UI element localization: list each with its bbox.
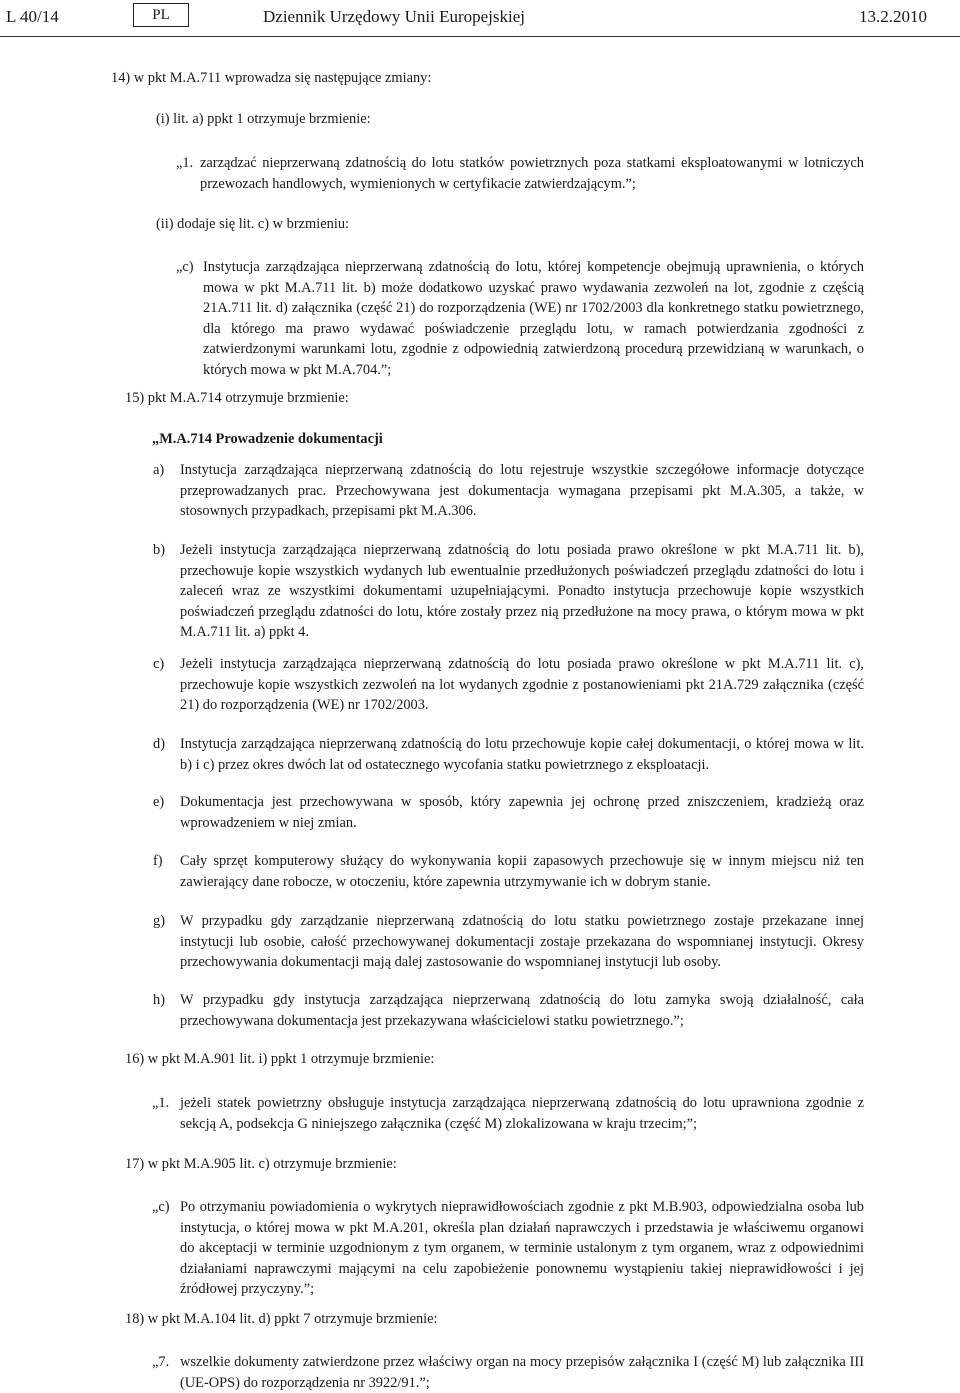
point-g-label: g) [153, 913, 165, 929]
publication-date: 13.2.2010 [859, 7, 927, 26]
header-rule [0, 36, 960, 37]
item-14-ii-label: „c) [176, 259, 194, 275]
point-f-text: Cały sprzęt komputerowy służący do wykonywania kopii zapasowych przechowuje się w innym miejscu niż ten zawierający dane robocze, w otoczeniu, które zapewnia utrzymywanie ich w dobrym stanie. [180, 853, 864, 890]
point-c-label: c) [153, 656, 165, 672]
item-15: 15) pkt M.A.714 otrzymuje brzmienie: [125, 390, 349, 406]
point-d-text: Instytucja zarządzająca nieprzerwaną zdatnością do lotu przechowuje kopie całej dokumentacji, o której mowa w lit. b) i c) przez okres dwóch lat od ostatecznego wycofania statku powietrznego z eksploatacji. [180, 736, 864, 773]
point-d-label: d) [153, 736, 165, 752]
point-e-text: Dokumentacja jest przechowywana w sposób, który zapewnia jej ochronę przed zniszczeniem, kradzieżą oraz wprowadzeniem w niej zmian. [180, 794, 864, 831]
item-16: 16) w pkt M.A.901 lit. i) ppkt 1 otrzymuje brzmienie: [125, 1051, 435, 1067]
point-h-text: W przypadku gdy instytucja zarządzająca nieprzerwaną zdatnością do lotu zamyka swoją działalność, cała przechowywana dokumentacja jest przekazywana właścicielowi statku powietrznego.”; [180, 992, 864, 1029]
item-14-ii: (ii) dodaje się lit. c) w brzmieniu: [156, 216, 350, 232]
point-h-label: h) [153, 992, 165, 1008]
point-e-label: e) [153, 794, 165, 810]
point-c-text: Jeżeli instytucja zarządzająca nieprzerwaną zdatnością do lotu posiada prawo określone w pkt M.A.711 lit. c), przechowuje kopie wszystkich zezwoleń na lot wydanych zgodnie z postanowieniami pkt 21A.729 załącznika (część 21) do rozporządzenia (WE) nr 1702/2003. [180, 656, 864, 713]
ma714-title: „M.A.714 Prowadzenie dokumentacji [152, 431, 383, 447]
point-a-text: Instytucja zarządzająca nieprzerwaną zdatnością do lotu rejestruje wszystkie szczegółowe informacje dotyczące przeprowadzanych prac. Przechowywana jest dokumentacja wymagana przepisami pkt M.A.305, a także, w stosownych przypadkach, przepisami pkt M.A.306. [180, 462, 864, 519]
point-b-text: Jeżeli instytucja zarządzająca nieprzerwaną zdatnością do lotu posiada prawo określone w pkt M.A.711 lit. b), przechowuje kopie wszystkich wydanych lub ewentualnie przedłużonych poświadczeń przeglądu zdatności do lotu i zaleceń wraz ze wszystkimi dokumentami uzupełniającymi. Ponadto instytucja przechowuje kopie wszystkich poświadczeń przeglądu zdatności do lotu, które zostały przez nią przedłużone na mocy prawa, o którym mowa w pkt M.A.711 lit. a) ppkt 4. [180, 542, 864, 640]
item-18: 18) w pkt M.A.104 lit. d) ppkt 7 otrzymuje brzmienie: [125, 1311, 438, 1327]
item-16-label: „1. [152, 1095, 170, 1111]
point-g-text: W przypadku gdy zarządzanie nieprzerwaną zdatnością do lotu statku powietrznego zostaje przekazane innej instytucji lub osobie, całość przechowywanej dokumentacji zostaje przekazana do wspomnianej instytucji. Okresy przechowywania dokumentacji mają dalej zastosowanie do wspomnianej instytucji lub osoby. [180, 913, 864, 970]
item-17-label: „c) [152, 1199, 170, 1215]
point-a-label: a) [153, 462, 165, 478]
point-b-label: b) [153, 542, 165, 558]
item-14-ii-text: Instytucja zarządzająca nieprzerwaną zdatnością do lotu, której kompetencje obejmują uprawnienia, o których mowa w pkt M.A.711 lit. b) może dodatkowo uzyskać prawo wydawania zezwoleń na lot, zgodnie z częścią 21A.711 lit. d) załącznika (część 21) do rozporządzenia (WE) nr 1702/2003 dla konkretnego statku powietrznego, dla którego ma prawo wydawać poświadczenie przeglądu lotu, w ramach potwierdzania zgodności z zatwierdzonymi warunkami lotu, zgodnie z odpowiednią zatwierdzoną procedurą przewidzianą w warunkach, o których mowa w pkt M.A.704.”; [203, 259, 864, 378]
item-14-i-label: „1. [176, 155, 194, 171]
point-f-label: f) [153, 853, 163, 869]
language-box: PL [133, 3, 189, 27]
item-17: 17) w pkt M.A.905 lit. c) otrzymuje brzmienie: [125, 1156, 397, 1172]
item-14: 14) w pkt M.A.711 wprowadza się następujące zmiany: [111, 70, 432, 86]
page-number: L 40/14 [6, 7, 59, 26]
item-17-text: Po otrzymaniu powiadomienia o wykrytych nieprawidłowościach zgodnie z pkt M.B.903, odpowiedzialna osoba lub instytucja, o której mowa w pkt M.A.201, określa plan działań naprawczych i przedstawia je właściwemu organowi do akceptacji w terminie uzgodnionym z tym organem, w terminie ustalonym z tym organem, wraz z odpowiednimi działaniami naprawczymi mającymi na celu zapobieżenie ponownemu wystąpieniu takiej nieprawidłowości i jej źródłowej przyczyny.”; [180, 1199, 864, 1297]
item-18-text: wszelkie dokumenty zatwierdzone przez właściwy organ na mocy przepisów załącznika I (część M) lub załącznika III (UE-OPS) do rozporządzenia nr 3922/91.”; [180, 1354, 864, 1391]
item-14-i-text: zarządzać nieprzerwaną zdatnością do lotu statków powietrznych poza statkami eksploatowanymi w lotniczych przewozach handlowych, wymienionych w certyfikacie zatwierdzającym.”; [200, 155, 864, 192]
journal-title: Dziennik Urzędowy Unii Europejskiej [263, 7, 526, 26]
item-14-i: (i) lit. a) ppkt 1 otrzymuje brzmienie: [156, 111, 371, 127]
item-16-text: jeżeli statek powietrzny obsługuje instytucja zarządzająca nieprzerwaną zdatnością do lotu uprawniona zgodnie z sekcją A, podsekcja G niniejszego załącznika (część M) zlokalizowana w kraju trzecim;”; [180, 1095, 864, 1132]
item-18-label: „7. [152, 1354, 170, 1370]
page-header [0, 3, 960, 31]
